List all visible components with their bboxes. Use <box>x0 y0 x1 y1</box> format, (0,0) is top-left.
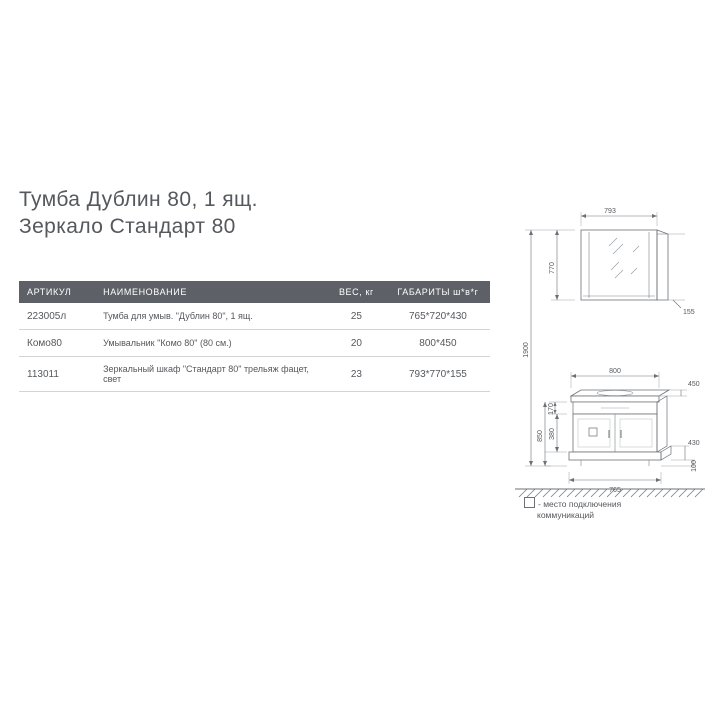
dim-mirror-height: 770 <box>549 262 556 274</box>
title-line-2: Зеркало Стандарт 80 <box>19 215 236 238</box>
legend-line-2: коммуникаций <box>537 510 595 520</box>
legend <box>524 497 621 521</box>
specification-table <box>19 281 490 392</box>
cell-name: Тумба для умыв. "Дублин 80", 1 ящ. <box>97 303 323 330</box>
cell-article: 113011 <box>19 357 97 392</box>
dim-body-height: 380 <box>549 428 556 440</box>
cell-name: Умывальник "Комо 80" (80 см.) <box>97 330 323 357</box>
technical-drawing <box>505 200 710 520</box>
connection-point-icon <box>524 497 535 508</box>
cell-dimensions: 793*770*155 <box>390 357 490 392</box>
legend-line-1: - место подключения <box>538 499 622 509</box>
dim-drawer-height: 170 <box>548 403 555 415</box>
cell-weight: 20 <box>323 330 390 357</box>
cell-name: Зеркальный шкаф "Стандарт 80" трельяж фацет, свет <box>97 357 323 392</box>
dim-mirror-depth: 155 <box>683 309 695 316</box>
cell-article: 223005л <box>19 303 97 330</box>
dim-top-depth: 450 <box>688 381 700 388</box>
column-header-name: НАИМЕНОВАНИЕ <box>97 281 323 303</box>
dim-base-depth: 430 <box>688 440 700 447</box>
table-header <box>19 281 490 303</box>
cell-dimensions: 765*720*430 <box>390 303 490 330</box>
page-title <box>19 186 499 240</box>
column-header-dimensions: ГАБАРИТЫ ш*в*г <box>390 281 490 303</box>
table-row <box>19 303 490 330</box>
dim-mirror-width: 793 <box>604 208 616 215</box>
table-row <box>19 330 490 357</box>
dim-counter-height: 850 <box>537 430 544 442</box>
cell-dimensions: 800*450 <box>390 330 490 357</box>
title-line-1: Тумба Дублин 80, 1 ящ. <box>19 188 258 211</box>
column-header-article: АРТИКУЛ <box>19 281 97 303</box>
dim-total-height: 1900 <box>523 342 530 358</box>
table-body <box>19 303 490 392</box>
column-header-weight: ВЕС, кг <box>323 281 390 303</box>
table-row <box>19 357 490 392</box>
cell-weight: 23 <box>323 357 390 392</box>
table-header-row <box>19 281 490 303</box>
cell-article: Комо80 <box>19 330 97 357</box>
dim-cabinet-width: 800 <box>609 368 621 375</box>
dim-plinth: 100 <box>691 460 698 472</box>
cell-weight: 25 <box>323 303 390 330</box>
dim-base-width: 765 <box>609 487 621 494</box>
